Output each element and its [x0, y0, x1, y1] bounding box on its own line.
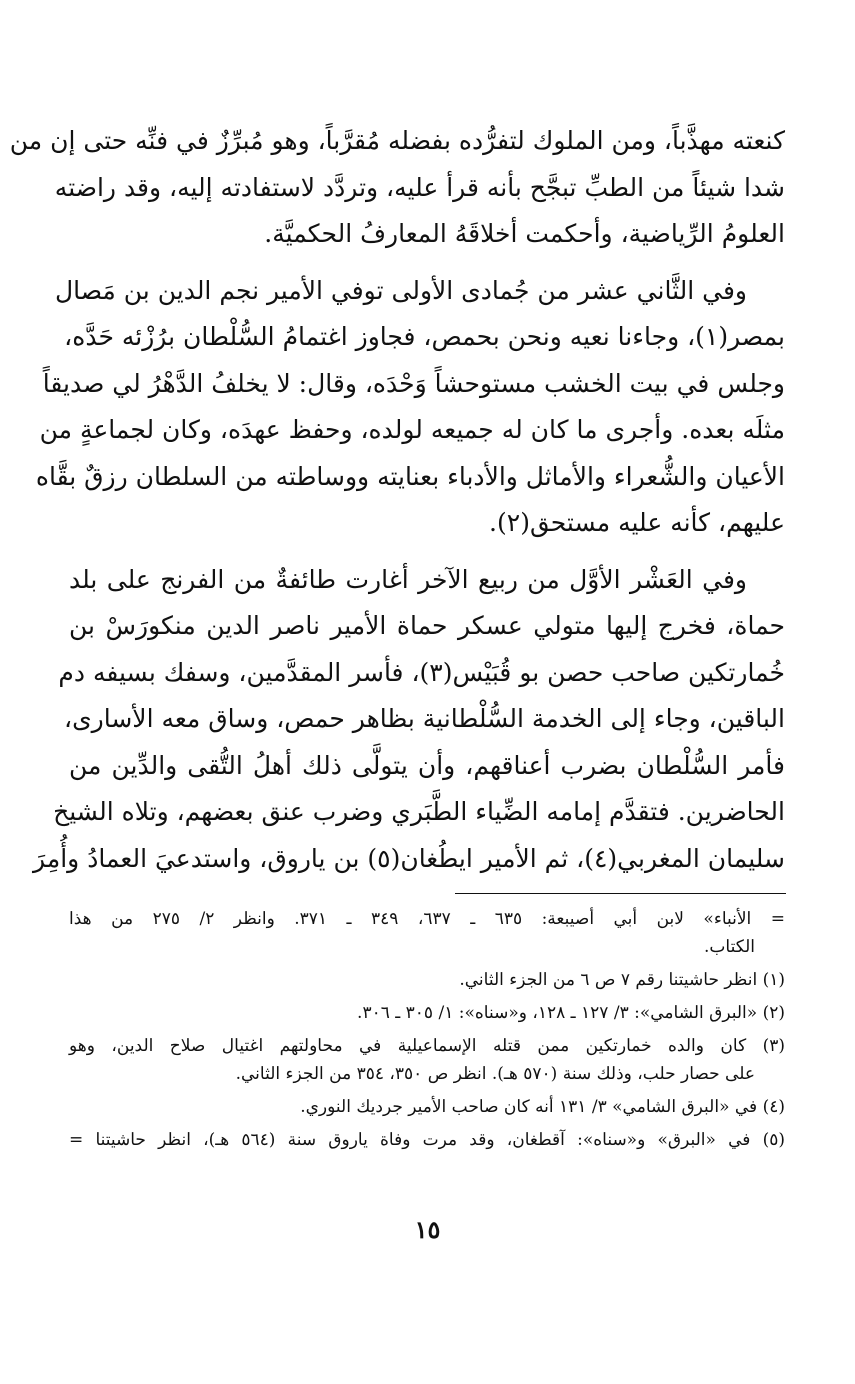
- paragraph: [9, 118, 785, 258]
- text-line: عليهم، كأنه عليه مستحق(٢).: [489, 508, 785, 537]
- text-line: شدا شيئاً من الطبِّ تبجَّح بأنه قرأ عليه، وتردَّد لاستفادته إليه، وقد راضته: [54, 172, 785, 202]
- text-line: سليمان المغربي(٤)، ثم الأمير ايطُغان(٥) بن ياروق، واستدعيَ العمادُ وأُمِرَ: [33, 843, 785, 873]
- footnote-line: (٥) في «البرق» و«سناه»: آقطغان، وقد مرت وفاة ياروق سنة (٥٦٤ هـ)، انظر حاشيتنا =: [69, 1130, 785, 1150]
- text-line: وفي العَشْر الأوَّل من ربيع الآخر أغارت طائفةٌ من الفرنج على بلد: [69, 564, 747, 594]
- footnote: [69, 1126, 785, 1154]
- main-text: [9, 118, 785, 882]
- footnote-line: على حصار حلب، وذلك سنة (٥٧٠ هـ). انظر ص ٣٥٠، ٣٥٤ من الجزء الثاني.: [235, 1064, 755, 1084]
- paragraph-gap: [69, 547, 785, 557]
- footnote-line: (٣) كان والده خمارتكين ممن قتله الإسماعيلية في محاولتهم اغتيال صلاح الدين، وهو: [69, 1036, 785, 1056]
- footnote-line: = الأنباء» لابن أبي أصيبعة: ٦٣٥ ـ ٦٣٧، ٣٤٩ ـ ٣٧١. وانظر ٢/ ٢٧٥ من هذا: [69, 909, 785, 929]
- text-line: الحاضرين. فتقدَّم إمامه الضِّياء الطَّبَري وضرب عنق بعضهم، وتلاه الشيخ: [53, 797, 785, 826]
- text-line: وجلس في بيت الخشب مستوحشاً وَحْدَه، وقال: لا يخلفُ الدَّهْرُ لي صديقاً: [42, 368, 785, 398]
- footnote: [69, 1032, 785, 1088]
- text-line: وفي الثَّاني عشر من جُمادى الأولى توفي الأمير نجم الدين بن مَصال: [54, 275, 747, 305]
- paragraph: [33, 557, 785, 883]
- page-number: ١٥: [414, 1215, 441, 1244]
- text-line: مثلَه بعده. وأجرى ما كان له جميعه لولده، وحفظ عهدَه، وكان لجماعةٍ من: [39, 415, 785, 444]
- footnote-line: (٤) في «البرق الشامي» ٣/ ١٣١ أنه كان صاحب الأمير جرديك النوري.: [300, 1097, 785, 1117]
- footnote: [69, 999, 785, 1027]
- paragraph-gap: [69, 258, 785, 268]
- footnote-line: (٢) «البرق الشامي»: ٣/ ١٢٧ ـ ١٢٨، و«سناه»: ١/ ٣٠٥ ـ ٣٠٦.: [357, 1003, 785, 1023]
- text-line: الباقين، وجاء إلى الخدمة السُّلْطانية بظاهر حمص، وساق معه الأسارى،: [64, 704, 785, 733]
- footnote-line: (١) انظر حاشيتنا رقم ٧ ص ٦ من الجزء الثاني.: [459, 970, 785, 990]
- text-line: العلومُ الرِّياضية، وأحكمت أخلاقَهُ المعارفُ الحكميَّة.: [264, 219, 785, 248]
- footnote: [69, 966, 785, 994]
- footnotes: [69, 905, 785, 1159]
- text-line: فأمر السُّلْطان بضرب أعناقهم، وأن يتولَّى ذلك أهلُ التُّقى والدِّين من: [69, 750, 785, 780]
- text-line: كنعته مهذَّباً، ومن الملوك لتفرُّده بفضله مُقرَّباً، وهو مُبرِّزٌ في فنِّه حتى إن من: [9, 126, 785, 155]
- footnote-separator: [455, 893, 786, 894]
- paragraph: [35, 268, 785, 547]
- footnote-continuation: [69, 905, 785, 961]
- footnote: [69, 1093, 785, 1121]
- text-line: خُمارتكين صاحب حصن بو قُبَيْس(٣)، فأسر المقدَّمين، وسفك بسيفه دم: [58, 657, 785, 687]
- footnote-line: الكتاب.: [703, 937, 755, 957]
- text-line: بمصر(١)، وجاءنا نعيه ونحن بحمص، فجاوز اغتمامُ السُّلْطان برُزْئه حَدَّه،: [64, 322, 785, 351]
- text-line: حماة، فخرج إليها متولي عسكر حماة الأمير ناصر الدين منكورَسْ بن: [69, 611, 785, 640]
- text-line: الأعيان والشُّعراء والأماثل والأدباء بعنايته ووساطته من السلطان رزقٌ بقَّاه: [35, 461, 785, 491]
